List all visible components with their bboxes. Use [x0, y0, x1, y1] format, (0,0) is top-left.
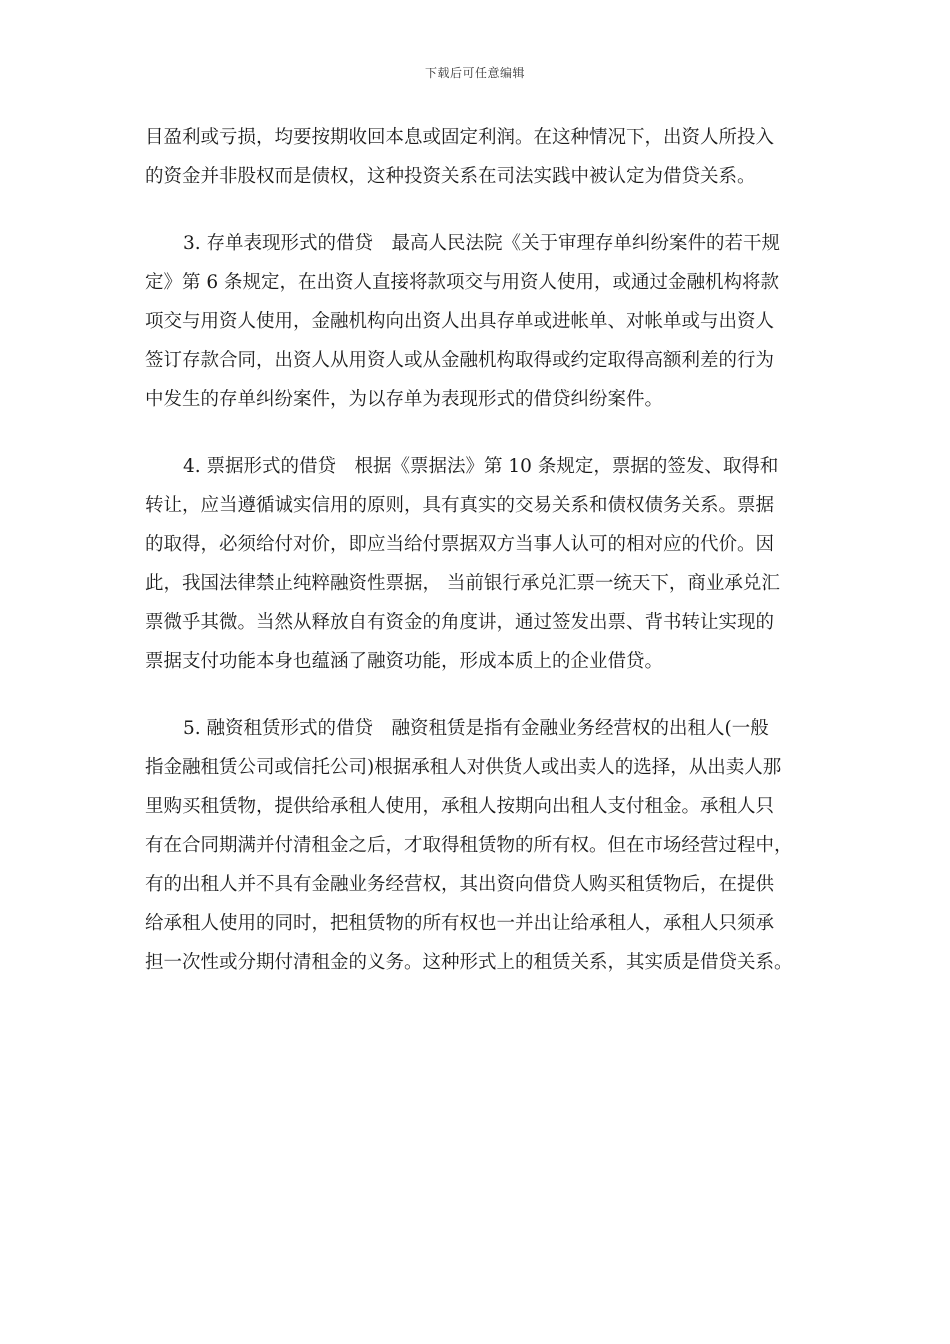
text-line: 有的出租人并不具有金融业务经营权，其出资向借贷人购买租赁物后，在提供: [145, 874, 775, 895]
text-line: 指金融租赁公司或信托公司)根据承租人对供货人或出卖人的选择，从出卖人那: [145, 757, 782, 778]
text-line: 有在合同期满并付清租金之后，才取得租赁物的所有权。但在市场经营过程中，: [145, 835, 793, 856]
text-line: 项交与用资人使用，金融机构向出资人出具存单或进帐单、对帐单或与出资人: [145, 311, 775, 332]
document-body: [145, 118, 809, 982]
text-line: 中发生的存单纠纷案件，为以存单为表现形式的借贷纠纷案件。: [145, 389, 664, 410]
paragraph-financial-leasing: [145, 709, 809, 982]
text-line: 担一次性或分期付清租金的义务。这种形式上的租赁关系，其实质是借贷关系。: [145, 952, 793, 973]
text-line: 票据支付功能本身也蕴涵了融资功能，形成本质上的企业借贷。: [145, 651, 664, 672]
text-line: 转让，应当遵循诚实信用的原则，具有真实的交易关系和债权债务关系。票据: [145, 495, 775, 516]
paragraph-continuation: [145, 118, 809, 196]
text-line: 票微乎其微。当然从释放自有资金的角度讲，通过签发出票、背书转让实现的: [145, 612, 775, 633]
paragraph-deposit-loans: [145, 224, 809, 419]
page-header: 下载后可任意编辑: [424, 66, 525, 80]
text-line: 定》第 6 条规定，在出资人直接将款项交与用资人使用，或通过金融机构将款: [145, 272, 780, 293]
text-line: 的取得，必须给付对价，即应当给付票据双方当事人认可的相对应的代价。因: [145, 534, 775, 555]
text-line: 的资金并非股权而是债权，这种投资关系在司法实践中被认定为借贷关系。: [145, 166, 756, 187]
text-line: 给承租人使用的同时，把租赁物的所有权也一并出让给承租人，承租人只须承: [145, 913, 775, 934]
text-line: 签订存款合同，出资人从用资人或从金融机构取得或约定取得高额利差的行为: [145, 350, 775, 371]
text-line: 5. 融资租赁形式的借贷 融资租赁是指有金融业务经营权的出租人(一般: [183, 718, 769, 739]
text-line: 目盈利或亏损，均要按期收回本息或固定利润。在这种情况下，出资人所投入: [145, 127, 775, 148]
text-line: 4. 票据形式的借贷 根据《票据法》第 10 条规定，票据的签发、取得和: [183, 456, 779, 477]
text-line: 里购买租赁物，提供给承租人使用，承租人按期向出租人支付租金。承租人只: [145, 796, 775, 817]
text-line: 3. 存单表现形式的借贷 最高人民法院《关于审理存单纠纷案件的若干规: [183, 233, 781, 254]
paragraph-bill-loans: [145, 447, 809, 681]
text-line: 此，我国法律禁止纯粹融资性票据， 当前银行承兑汇票一统天下，商业承兑汇: [145, 573, 780, 594]
